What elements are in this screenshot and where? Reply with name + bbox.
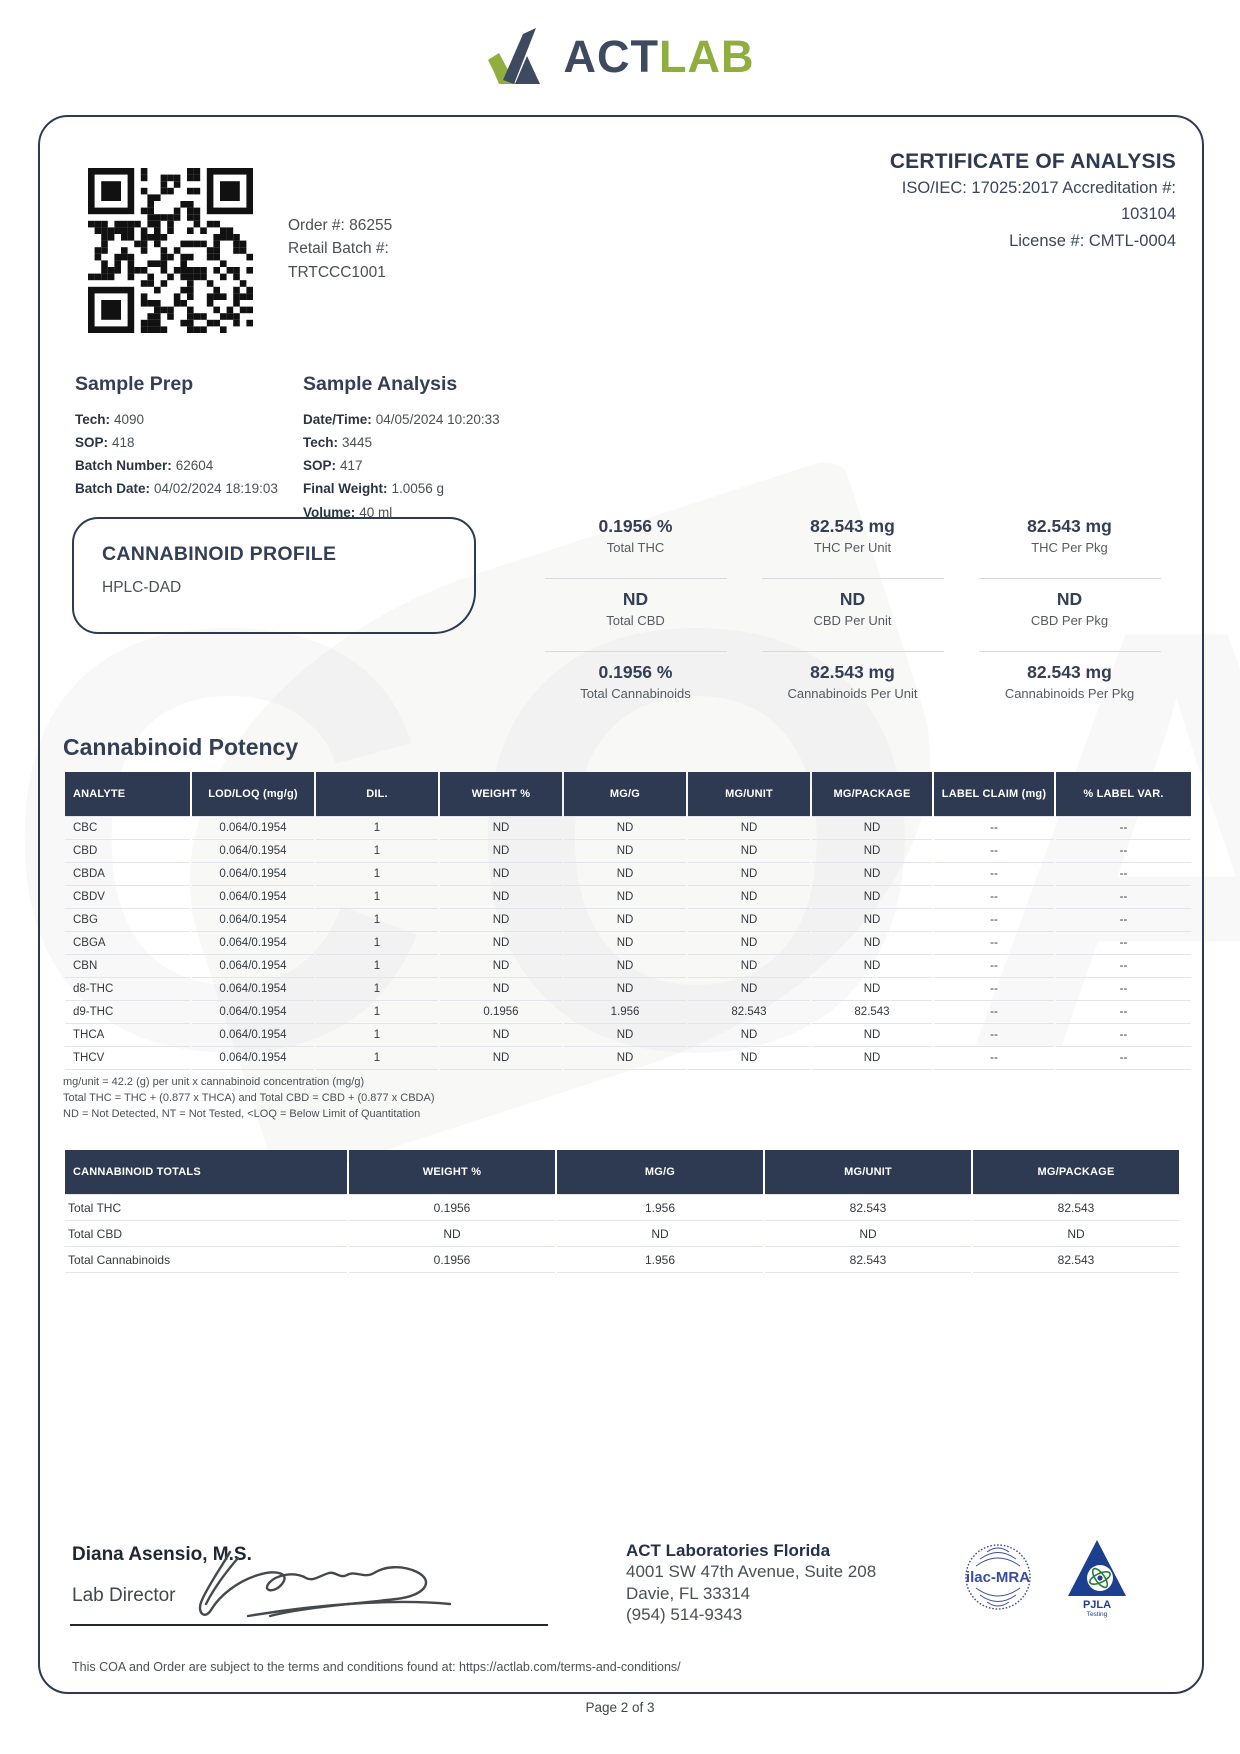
table-cell: 1 — [316, 908, 438, 931]
summary-value: ND — [1056, 589, 1083, 609]
signer-name: Diana Asensio, M.S. — [72, 1544, 252, 1565]
table-cell: CBDV — [65, 885, 190, 908]
profile-title: CANNABINOID PROFILE — [102, 543, 337, 565]
totals-body — [65, 1194, 1179, 1273]
table-cell: 82.543 — [765, 1246, 971, 1273]
field-label: Tech: — [75, 412, 111, 427]
field-value: 04/05/2024 10:20:33 — [375, 412, 500, 427]
summary-label: Cannabinoids Per Pkg — [1004, 686, 1135, 701]
table-cell: THCA — [65, 1023, 190, 1046]
summary-thc-per-unit — [744, 506, 961, 579]
table-cell: ND — [564, 1023, 686, 1046]
summary-value: 82.543 mg — [810, 662, 895, 682]
field-row — [303, 433, 500, 452]
summary-value: 82.543 mg — [810, 516, 895, 536]
column-header: MG/G — [564, 772, 686, 816]
table-cell: -- — [1056, 931, 1191, 954]
order-number: Order #: 86255 — [288, 217, 393, 234]
table-cell: -- — [934, 839, 1054, 862]
summary-cannabinoids-per-pkg — [961, 652, 1178, 725]
column-header: CANNABINOID TOTALS — [65, 1150, 347, 1194]
sample-analysis-section — [303, 373, 500, 526]
column-header: MG/G — [557, 1150, 763, 1194]
column-header: LABEL CLAIM (mg) — [934, 772, 1054, 816]
order-block — [288, 214, 392, 284]
sample-prep-fields — [75, 410, 278, 499]
table-cell: 82.543 — [973, 1194, 1179, 1220]
summary-value: 82.543 mg — [1027, 516, 1112, 536]
table-cell: 0.1956 — [349, 1194, 555, 1220]
field-value: 1.0056 g — [391, 481, 445, 497]
field-row — [75, 456, 278, 475]
table-row — [65, 1046, 1191, 1070]
table-cell: ND — [688, 885, 810, 908]
table-cell: -- — [1056, 1046, 1191, 1070]
table-cell: 0.064/0.1954 — [192, 885, 314, 908]
table-cell: -- — [1056, 1000, 1191, 1023]
table-row — [65, 816, 1191, 839]
table-cell: ND — [688, 908, 810, 931]
table-cell: -- — [1056, 816, 1191, 839]
field-label: SOP: — [303, 458, 337, 474]
ilac-mra-logo-icon — [963, 1540, 1033, 1616]
table-cell: 1 — [316, 885, 438, 908]
table-cell: ND — [564, 1046, 686, 1070]
table-cell: 1 — [316, 1000, 438, 1023]
field-label: Volume: — [303, 504, 356, 520]
lab-name: ACT Laboratories Florida — [626, 1541, 831, 1560]
table-cell: 0.064/0.1954 — [192, 977, 314, 1000]
table-cell: 0.1956 — [349, 1246, 555, 1273]
sample-prep-heading: Sample Prep — [75, 373, 194, 395]
summary-total-cbd — [527, 579, 744, 652]
table-cell: ND — [564, 816, 686, 839]
table-cell: ND — [557, 1220, 763, 1246]
field-value: 418 — [112, 435, 135, 451]
field-value: 40 ml — [359, 504, 393, 520]
table-cell: ND — [440, 977, 562, 1000]
table-cell: ND — [812, 839, 932, 862]
field-label: Tech: — [303, 435, 339, 451]
table-row — [65, 954, 1191, 977]
table-cell: ND — [440, 862, 562, 885]
table-cell: -- — [1056, 977, 1191, 1000]
table-cell: d8-THC — [65, 977, 190, 1000]
table-cell: ND — [564, 839, 686, 862]
table-cell: CBD — [65, 839, 190, 862]
table-cell: Total THC — [65, 1194, 347, 1220]
field-row — [75, 479, 278, 498]
summary-value: 82.543 mg — [1027, 662, 1112, 682]
summary-label: Cannabinoids Per Unit — [787, 686, 918, 701]
table-cell: -- — [934, 1046, 1054, 1070]
actlab-logo — [0, 28, 1240, 84]
pjla-text: PJLA — [1082, 1599, 1112, 1611]
table-row — [65, 1220, 1179, 1246]
table-row — [65, 1246, 1179, 1273]
column-header: LOD/LOQ (mg/g) — [192, 772, 314, 816]
table-cell: ND — [688, 839, 810, 862]
summary-label: THC Per Pkg — [1031, 540, 1108, 555]
table-cell: ND — [812, 1023, 932, 1046]
table-cell: ND — [688, 1023, 810, 1046]
table-cell: ND — [440, 816, 562, 839]
field-row — [303, 410, 500, 429]
column-header: MG/UNIT — [688, 772, 810, 816]
table-cell: 0.064/0.1954 — [192, 908, 314, 931]
table-cell: ND — [812, 908, 932, 931]
column-header: MG/PACKAGE — [973, 1150, 1179, 1194]
table-row — [65, 839, 1191, 862]
field-label: Batch Date: — [75, 481, 151, 497]
table-cell: ND — [349, 1220, 555, 1246]
field-value: 3445 — [342, 435, 373, 451]
retail-batch-label: Retail Batch #: — [288, 240, 389, 258]
table-cell: CBGA — [65, 931, 190, 954]
field-row — [75, 433, 278, 452]
column-header: ANALYTE — [65, 772, 190, 816]
cannabinoid-totals-table — [63, 1150, 1181, 1273]
table-cell: ND — [564, 977, 686, 1000]
table-cell: ND — [440, 908, 562, 931]
table-cell: CBG — [65, 908, 190, 931]
potency-body — [65, 816, 1191, 1070]
pjla-logo-icon — [1066, 1538, 1128, 1618]
table-cell: -- — [934, 977, 1054, 1000]
pjla-sub-text: Testing — [1086, 1611, 1108, 1618]
table-cell: ND — [812, 885, 932, 908]
totals-header — [65, 1150, 1179, 1194]
accreditation-number: 103104 — [1120, 205, 1176, 224]
brand-act: ACT — [563, 30, 659, 82]
column-header: WEIGHT % — [349, 1150, 555, 1194]
table-cell: THCV — [65, 1046, 190, 1070]
table-cell: ND — [688, 931, 810, 954]
table-cell: ND — [564, 908, 686, 931]
lab-address-1: 4001 SW 47th Avenue, Suite 208 — [626, 1562, 877, 1582]
summary-thc-per-pkg — [961, 506, 1178, 579]
table-cell: ND — [564, 954, 686, 977]
table-cell: Total Cannabinoids — [65, 1246, 347, 1273]
table-cell: Total CBD — [65, 1220, 347, 1246]
table-cell: 1 — [316, 862, 438, 885]
table-cell: -- — [934, 1023, 1054, 1046]
table-cell: -- — [1056, 908, 1191, 931]
field-value: 417 — [340, 458, 363, 474]
table-cell: 82.543 — [765, 1194, 971, 1220]
table-cell: 0.1956 — [440, 1000, 562, 1023]
summary-cannabinoids-per-unit — [744, 652, 961, 725]
profile-method: HPLC-DAD — [102, 579, 182, 596]
table-cell: 1 — [316, 954, 438, 977]
table-cell: -- — [934, 862, 1054, 885]
actlab-logo-icon — [486, 28, 552, 84]
field-value: 4090 — [114, 412, 145, 427]
table-cell: 1 — [316, 1046, 438, 1070]
table-cell: ND — [973, 1220, 1179, 1246]
lab-address-2: Davie, FL 33314 — [626, 1583, 751, 1603]
lab-info — [626, 1540, 876, 1626]
field-label: Date/Time: — [303, 412, 372, 427]
summary-value: 0.1956 % — [598, 662, 673, 682]
table-cell: d9-THC — [65, 1000, 190, 1023]
table-cell: 1 — [316, 931, 438, 954]
potency-heading: Cannabinoid Potency — [63, 734, 299, 760]
table-cell: 82.543 — [812, 1000, 932, 1023]
sample-analysis-fields — [303, 410, 500, 522]
table-cell: ND — [564, 862, 686, 885]
table-cell: ND — [688, 1046, 810, 1070]
table-cell: 0.064/0.1954 — [192, 839, 314, 862]
column-header: % LABEL VAR. — [1056, 772, 1191, 816]
footnote: ND = Not Detected, NT = Not Tested, <LOQ = Below Limit of Quantitation — [63, 1107, 421, 1120]
table-cell: -- — [934, 885, 1054, 908]
table-row — [65, 1000, 1191, 1023]
summary-value: ND — [622, 589, 649, 609]
license-line: License #: CMTL-0004 — [1009, 231, 1176, 250]
table-row — [65, 885, 1191, 908]
table-cell: ND — [812, 954, 932, 977]
table-cell: ND — [812, 816, 932, 839]
sample-prep-section — [75, 373, 278, 503]
table-cell: 0.064/0.1954 — [192, 1046, 314, 1070]
table-cell: -- — [1056, 954, 1191, 977]
summary-label: THC Per Unit — [813, 540, 892, 555]
table-row — [65, 1194, 1179, 1220]
table-cell: ND — [440, 954, 562, 977]
cannabinoid-profile-box — [72, 517, 476, 634]
accreditation-line: ISO/IEC: 17025:2017 Accreditation #: — [901, 179, 1176, 197]
page-number: Page 2 of 3 — [585, 1700, 655, 1715]
table-row — [65, 1023, 1191, 1046]
table-cell: 1 — [316, 839, 438, 862]
summary-label: Total THC — [606, 540, 665, 555]
summary-value: ND — [839, 589, 866, 609]
table-cell: ND — [564, 885, 686, 908]
table-cell: CBC — [65, 816, 190, 839]
field-row — [75, 410, 278, 429]
table-cell: ND — [564, 931, 686, 954]
table-cell: 0.064/0.1954 — [192, 931, 314, 954]
table-cell: CBN — [65, 954, 190, 977]
table-cell: 0.064/0.1954 — [192, 1023, 314, 1046]
table-cell: -- — [934, 954, 1054, 977]
potency-footnotes — [63, 1075, 435, 1123]
field-label: Batch Number: — [75, 458, 172, 474]
table-cell: ND — [688, 954, 810, 977]
field-row — [303, 456, 500, 475]
table-cell: ND — [688, 977, 810, 1000]
table-cell: 82.543 — [973, 1246, 1179, 1273]
column-header: WEIGHT % — [440, 772, 562, 816]
table-cell: ND — [688, 862, 810, 885]
table-cell: -- — [934, 908, 1054, 931]
header-row — [65, 772, 1191, 816]
footnote: mg/unit = 42.2 (g) per unit x cannabinoid concentration (mg/g) — [63, 1076, 365, 1088]
summary-cbd-per-unit — [744, 579, 961, 652]
field-label: SOP: — [75, 435, 109, 451]
table-cell: -- — [934, 816, 1054, 839]
potency-table — [63, 772, 1193, 1070]
table-row — [65, 862, 1191, 885]
table-cell: -- — [934, 931, 1054, 954]
table-cell: ND — [812, 931, 932, 954]
signature-line — [70, 1624, 548, 1626]
summary-label: CBD Per Pkg — [1030, 613, 1109, 628]
field-value: 62604 — [175, 458, 214, 474]
table-cell: 1.956 — [557, 1246, 763, 1273]
ilac-text: ilac-MRA — [965, 1569, 1031, 1586]
table-cell: -- — [1056, 885, 1191, 908]
table-cell: ND — [688, 816, 810, 839]
table-cell: ND — [440, 931, 562, 954]
field-value: 04/02/2024 18:19:03 — [154, 481, 278, 497]
retail-batch-value: TRTCCC1001 — [288, 263, 386, 281]
table-cell: ND — [765, 1220, 971, 1246]
table-cell: ND — [440, 1023, 562, 1046]
table-cell: -- — [1056, 1023, 1191, 1046]
table-cell: -- — [934, 1000, 1054, 1023]
summary-label: Total Cannabinoids — [580, 686, 691, 701]
table-cell: 1.956 — [557, 1194, 763, 1220]
table-cell: 1 — [316, 1023, 438, 1046]
table-cell: -- — [1056, 862, 1191, 885]
qr-code — [88, 168, 253, 338]
column-header: MG/PACKAGE — [812, 772, 932, 816]
summary-grid — [527, 506, 1178, 725]
potency-header — [65, 772, 1191, 816]
table-cell: ND — [812, 977, 932, 1000]
summary-total-cannabinoids — [527, 652, 744, 725]
table-cell: -- — [1056, 839, 1191, 862]
table-cell: 0.064/0.1954 — [192, 1000, 314, 1023]
table-row — [65, 908, 1191, 931]
table-cell: ND — [440, 839, 562, 862]
summary-total-thc — [527, 506, 744, 579]
brand-lab: LAB — [659, 30, 755, 82]
table-cell: ND — [440, 1046, 562, 1070]
terms-text: This COA and Order are subject to the terms and conditions found at: https://actlab.com/terms-and-conditions/ — [72, 1660, 681, 1674]
summary-label: CBD Per Unit — [813, 613, 892, 628]
table-cell: 0.064/0.1954 — [192, 862, 314, 885]
header-row — [65, 1150, 1179, 1194]
certificate-header — [890, 150, 1176, 253]
table-cell: ND — [812, 1046, 932, 1070]
summary-label: Total CBD — [606, 613, 665, 628]
table-cell: 82.543 — [688, 1000, 810, 1023]
table-cell: 1 — [316, 816, 438, 839]
field-label: Final Weight: — [303, 481, 388, 497]
table-cell: 1.956 — [564, 1000, 686, 1023]
brand-text — [563, 30, 755, 82]
summary-value: 0.1956 % — [598, 516, 673, 536]
lab-phone: (954) 514-9343 — [626, 1605, 743, 1625]
table-cell: 1 — [316, 977, 438, 1000]
table-cell: ND — [812, 862, 932, 885]
signer-title: Lab Director — [72, 1585, 176, 1606]
table-cell: CBDA — [65, 862, 190, 885]
certificate-title: CERTIFICATE OF ANALYSIS — [889, 150, 1176, 173]
field-row — [303, 479, 500, 498]
table-row — [65, 931, 1191, 954]
table-row — [65, 977, 1191, 1000]
column-header: MG/UNIT — [765, 1150, 971, 1194]
table-cell: 0.064/0.1954 — [192, 954, 314, 977]
column-header: DIL. — [316, 772, 438, 816]
footnote: Total THC = THC + (0.877 x THCA) and Total CBD = CBD + (0.877 x CBDA) — [63, 1091, 435, 1104]
table-cell: 0.064/0.1954 — [192, 816, 314, 839]
sample-analysis-heading: Sample Analysis — [303, 373, 458, 395]
table-cell: ND — [440, 885, 562, 908]
summary-cbd-per-pkg — [961, 579, 1178, 652]
